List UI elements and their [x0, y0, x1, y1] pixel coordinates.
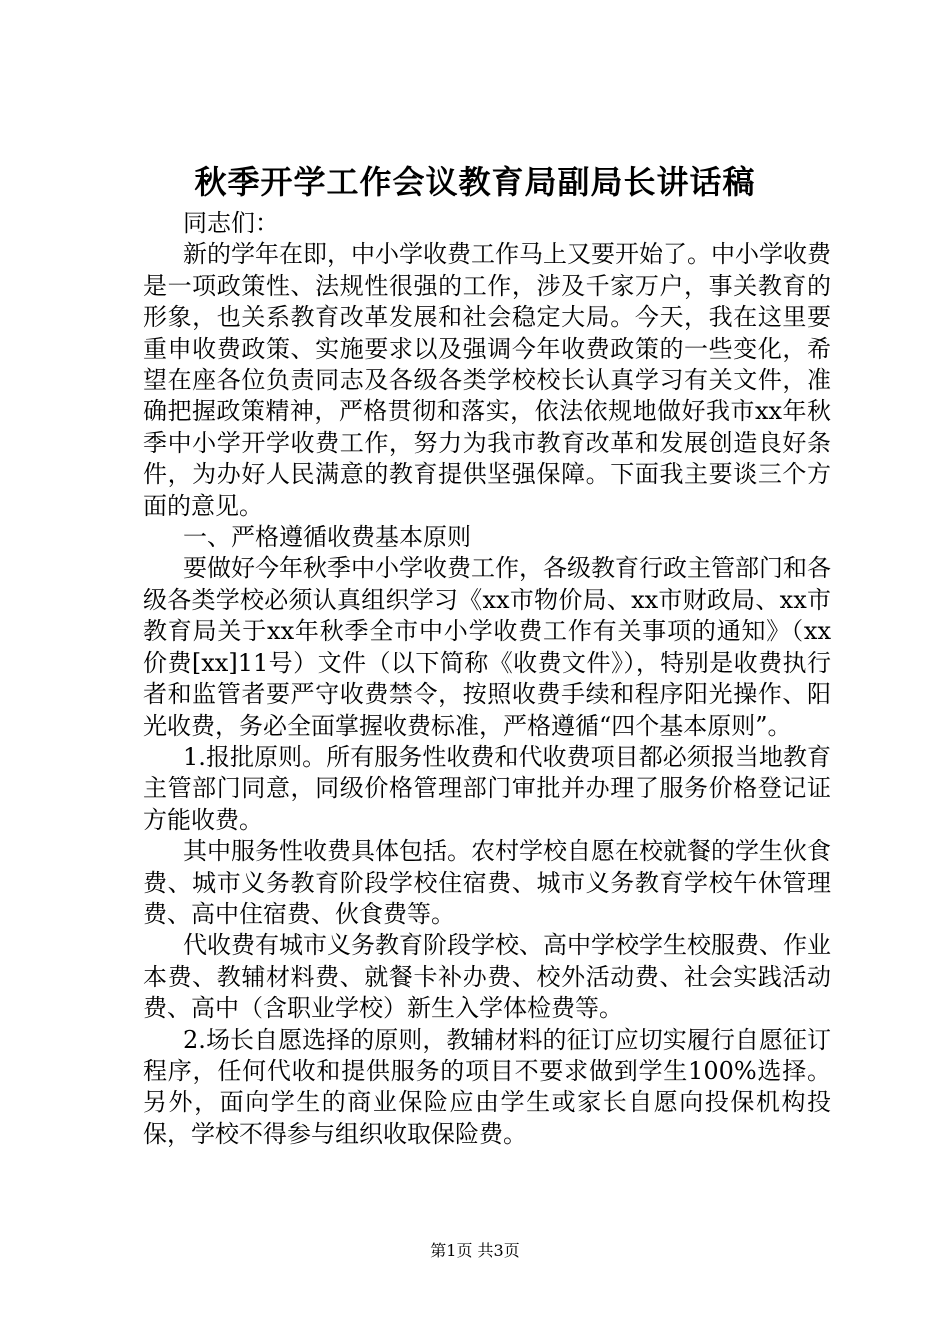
service-fee-paragraph: 其中服务性收费具体包括。农村学校自愿在校就餐的学生伙食费、城市义务教育阶段学校住宿费、城市义务教育学校午休管理费、高中住宿费、伙食费等。 — [143, 837, 831, 928]
section-heading: 一、严格遵循收费基本原则 — [183, 523, 471, 552]
intro-paragraph: 新的学年在即，中小学收费工作马上又要开始了。中小学收费是一项政策性、法规性很强的工作，涉及千家万户，事关教育的形象，也关系教育改革发展和社会稳定大局。今天，我在这里要重申收费政策、实施要求以及强调今年收费政策的一些变化，希望在座各位负责同志及各级各类学校校长认真学习有关文件，准确把握政策精神，严格贯彻和落实，依法依规地做好我市xx年秋季中小学开学收费工作，努力为我市教育改革和发展创造良好条件，为办好人民满意的教育提供坚强保障。下面我主要谈三个方面的意见。 — [143, 240, 831, 520]
section-paragraph: 要做好今年秋季中小学收费工作，各级教育行政主管部门和各级各类学校必须认真组织学习《xx市物价局、xx市财政局、xx市教育局关于xx年秋季全市中小学收费工作有关事项的通知》（xx价费[xx]11号）文件（以下简称《收费文件》），特别是收费执行者和监管者要严守收费禁令，按照收费手续和程序阳光操作、阳光收费，务必全面掌握收费标准，严格遵循“四个基本原则”。 — [143, 554, 831, 740]
page-footer: 第1页 共3页 — [430, 1241, 520, 1260]
collection-fee-paragraph: 代收费有城市义务教育阶段学校、高中学校学生校服费、作业本费、教辅材料费、就餐卡补办费、校外活动费、社会实践活动费、高中（含职业学校）新生入学体检费等。 — [143, 931, 831, 1023]
document-body — [143, 208, 831, 1150]
document-title: 秋季开学工作会议教育局副局长讲话稿 — [194, 163, 756, 201]
principle-one-paragraph: 1.报批原则。所有服务性收费和代收费项目都必须报当地教育主管部门同意，同级价格管理部门审批并办理了服务价格登记证方能收费。 — [143, 742, 831, 834]
salutation: 同志们： — [183, 209, 279, 237]
principle-two-paragraph: 2.场长自愿选择的原则，教辅材料的征订应切实履行自愿征订程序，任何代收和提供服务的项目不要求做到学生100%选择。另外，面向学生的商业保险应由学生或家长自愿向投保机构投保，学校不得参与组织收取保险费。 — [143, 1025, 831, 1148]
